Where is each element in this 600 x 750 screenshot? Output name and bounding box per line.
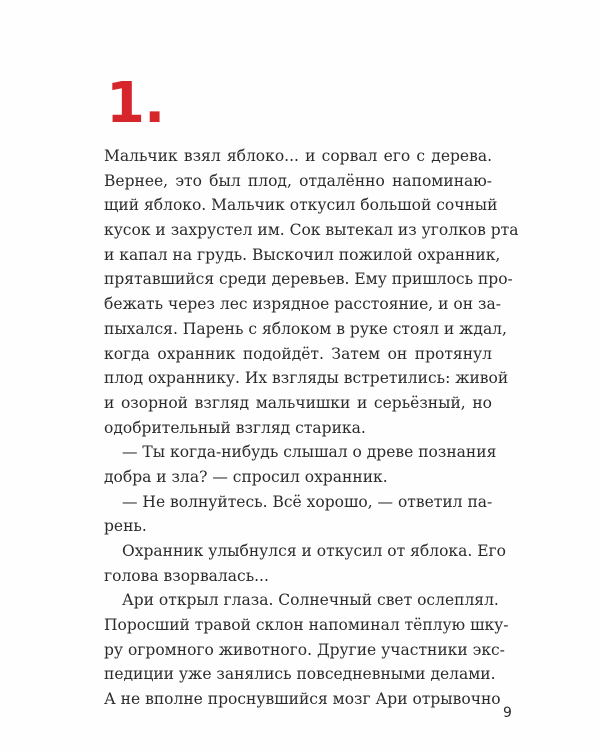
text-line: педиции уже занялись повседневными делами.: [104, 665, 496, 684]
text-line: одобрительный взгляд старика.: [104, 418, 366, 437]
text-line: когда охранник подойдёт. Затем он протянул: [104, 344, 492, 363]
chapter-text: [104, 144, 519, 712]
text-line: рень.: [104, 517, 147, 536]
text-line: Вернее, это был плод, отдалённо напоминаю-: [104, 171, 492, 190]
text-line: — Не волнуйтесь. Всё хорошо, — ответил па-: [122, 492, 493, 511]
text-line: пыхался. Парень с яблоком в руке стоял и ждал,: [104, 319, 507, 338]
text-line: добра и зла? — спросил охранник.: [104, 467, 388, 486]
text-line: Мальчик взял яблоко... и сорвал его с дерева.: [104, 147, 492, 165]
text-line: ру огромного животного. Другие участники экс-: [104, 640, 505, 659]
text-line: кусок и захрустел им. Сок вытекал из уголков рта: [104, 221, 519, 240]
text-line: и озорной взгляд мальчишки и серьёзный, но: [104, 393, 492, 412]
text-line: прятавшийся среди деревьев. Ему пришлось про-: [104, 270, 513, 289]
text-line: Ари открыл глаза. Солнечный свет ослеплял.: [122, 591, 499, 610]
chapter-number: 1.: [106, 71, 165, 136]
page-number: 9: [503, 705, 512, 721]
text-line: плод охраннику. Их взгляды встретились: живой: [104, 369, 509, 388]
text-line: Поросший травой склон напоминал тёплую шку-: [104, 616, 509, 635]
text-line: и капал на грудь. Выскочил пожилой охранник,: [104, 245, 501, 264]
text-line: Охранник улыбнулся и откусил от яблока. Его: [122, 542, 506, 560]
text-line: А не вполне проснувшийся мозг Ари отрывочно: [104, 690, 501, 709]
text-line: голова взорвалась...: [104, 566, 269, 585]
text-line: — Ты когда-нибудь слышал о древе познания: [122, 443, 497, 462]
text-line: бежать через лес изрядное расстояние, и он за-: [104, 295, 501, 314]
text-line: щий яблоко. Мальчик откусил большой сочный: [104, 196, 498, 215]
